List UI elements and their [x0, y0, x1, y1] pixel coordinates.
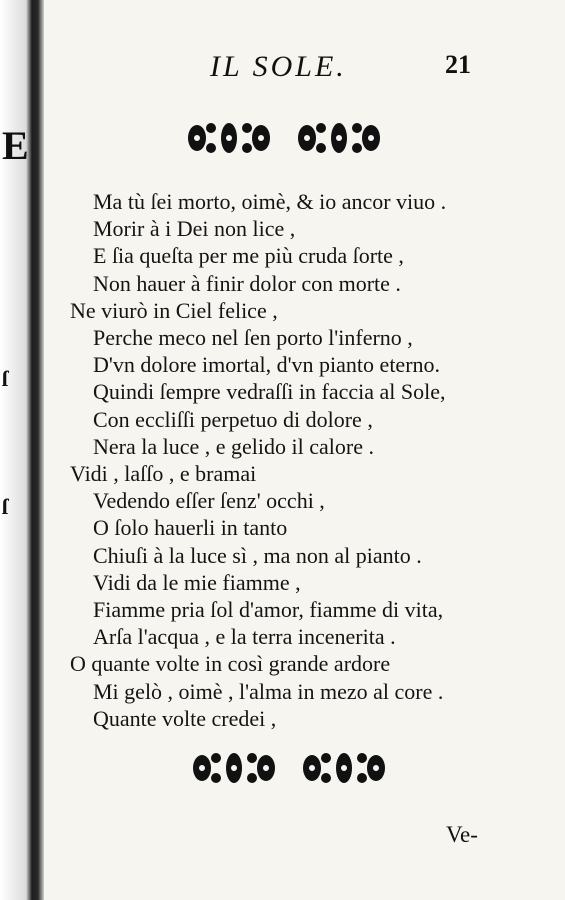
facing-page-fragment: E [2, 123, 29, 168]
verse-line: O ſolo hauerli in tanto [93, 515, 288, 541]
verse-line: Vedendo eſſer ſenz' occhi , [93, 488, 325, 514]
verse-line: Mi gelò , oimè , l'alma in mezo al core . [93, 678, 444, 704]
top-ornament-band [185, 118, 383, 158]
verse-line: Chiuſi à la luce sì , ma non al pianto . [93, 542, 422, 568]
verse-block [0, 188, 565, 732]
fleuron-icon [295, 118, 383, 158]
verse-line: Non hauer à finir dolor con morte . [93, 270, 401, 296]
verse-line: Morir à i Dei non lice , [93, 216, 296, 242]
verse-line: Con eccliſſi perpetuo di dolore , [93, 406, 373, 432]
verse-line: Vidi , laſſo , e bramai [70, 461, 257, 487]
verse-line: Quindi ſempre vedraſſi in faccia al Sole, [93, 379, 446, 405]
catchword: Ve- [446, 822, 478, 847]
verse-line: E ſia queſta per me più cruda ſorte , [93, 243, 404, 269]
bottom-ornament-band [190, 748, 388, 788]
running-head: IL SOLE. [210, 50, 347, 83]
fleuron-icon [300, 748, 388, 788]
facing-page-fragment: ſ [2, 366, 9, 391]
page-number: 21 [445, 50, 471, 79]
facing-page-fragment: ſ [2, 494, 9, 519]
verse-line: Quante volte credei , [93, 705, 277, 731]
verse-line: O quante volte in così grande ardore [70, 651, 391, 677]
verse-line: Fiamme pria ſol d'amor, fiamme di vita, [93, 597, 444, 623]
fleuron-icon [185, 118, 273, 158]
verse-line: Arſa l'acqua , e la terra incenerita . [93, 624, 396, 650]
verse-line: Perche meco nel ſen porto l'inferno , [93, 325, 413, 351]
verse-line: Vidi da le mie fiamme , [93, 569, 301, 595]
verse-line: Ma tù ſei morto, oimè, & io ancor viuo . [93, 189, 447, 214]
fleuron-icon [190, 748, 278, 788]
verse-line: Nera la luce , e gelido il calore . [93, 433, 374, 459]
verse-line: Ne viurò in Ciel felice , [70, 297, 278, 323]
verse-line: D'vn dolore imortal, d'vn pianto eterno. [93, 352, 441, 378]
